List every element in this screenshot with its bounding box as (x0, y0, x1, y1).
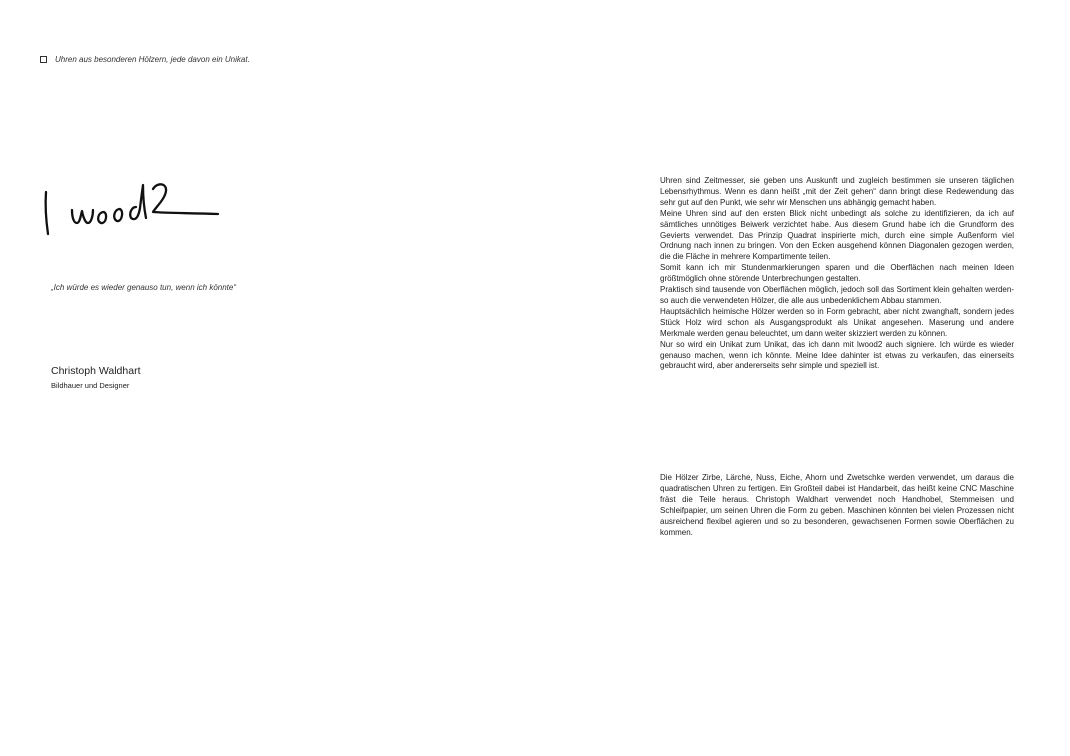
paragraph: Somit kann ich mir Stundenmarkierungen sparen und die Oberflächen nach meinen Ideen größtmöglich ohne störende Unterbrechungen gestalten. (660, 263, 1014, 284)
checkbox-icon (40, 56, 47, 63)
paragraph: Praktisch sind tausende von Oberflächen möglich, jedoch soll das Sortiment klein gehalten werden- so auch die verwendeten Hölzer, die alle aus unbedenklichem Abbau stammen. (660, 285, 1014, 305)
logo (36, 178, 226, 240)
paragraph: Nur so wird ein Unikat zum Unikat, das ich dann mit lwood2 auch signiere. Ich würde es wieder genauso machen, wenn ich könnte. Meine Idee dahinter ist etwas zu verkaufen, das einerseits gebraucht wird, aber andererseits sehr simple und speziell ist. (660, 339, 1014, 371)
quote: „Ich würde es wieder genauso tun, wenn ich könnte“ (51, 283, 236, 292)
author-name: Christoph Waldhart (51, 365, 141, 377)
paragraph: Uhren sind Zeitmesser, sie geben uns Auskunft und zugleich bestimmen sie unseren täglichen Lebensrhythmus. Wenn es dann heißt „mit der Zeit gehen“ dann bringt diese Redewendung das sehr gut auf den Punkt, wie sehr wir Menschen uns abhängig gemacht haben. (660, 176, 1014, 207)
body-text (660, 176, 1014, 372)
materials-text (660, 473, 1014, 538)
caption-text: Uhren aus besonderen Hölzern, jede davon ein Unikat. (55, 55, 250, 64)
paragraph: Die Hölzer Zirbe, Lärche, Nuss, Eiche, Ahorn und Zwetschke werden verwendet, um daraus die quadratischen Uhren zu fertigen. Ein Großteil dabei ist Handarbeit, das heißt keine CNC Maschine fräst die Teile heraus. Christoph Waldhart verwendet noch Handhobel, Stemmeisen und Schleifpapier, um seinen Uhren die Form zu geben. Maschinen könnten bei vielen Prozessen nicht ausreichend flexibel agieren und so zu besonderen, gewachsenen Formen sowie Oberflächen zu kommen. (660, 473, 1014, 537)
caption (40, 55, 250, 64)
paragraph: Meine Uhren sind auf den ersten Blick nicht unbedingt als solche zu identifizieren, da ich auf sämtliches unnötiges Beiwerk verzichtet habe. Aus diesem Grund habe ich die Grundform des Gevierts verwendet. Das Prinzip Quadrat inspirierte mich, durch eine simple Außenform viel Ordnung nach innen zu bringen. Von den Ecken ausgehend können Diagonalen gezogen werden, die die Fläche in mehrere Kompartimente teilen. (660, 208, 1014, 262)
author-role: Bildhauer und Designer (51, 381, 130, 390)
paragraph: Hauptsächlich heimische Hölzer werden so in Form gebracht, aber nicht zwanghaft, sondern jedes Stück Holz wird schon als Ausgangsprodukt als Unikat angesehen. Maserung und andere Merkmale werden genau beleuchtet, um dann weiter skizziert werden zu können. (660, 306, 1014, 338)
wordmark-icon (36, 178, 226, 240)
